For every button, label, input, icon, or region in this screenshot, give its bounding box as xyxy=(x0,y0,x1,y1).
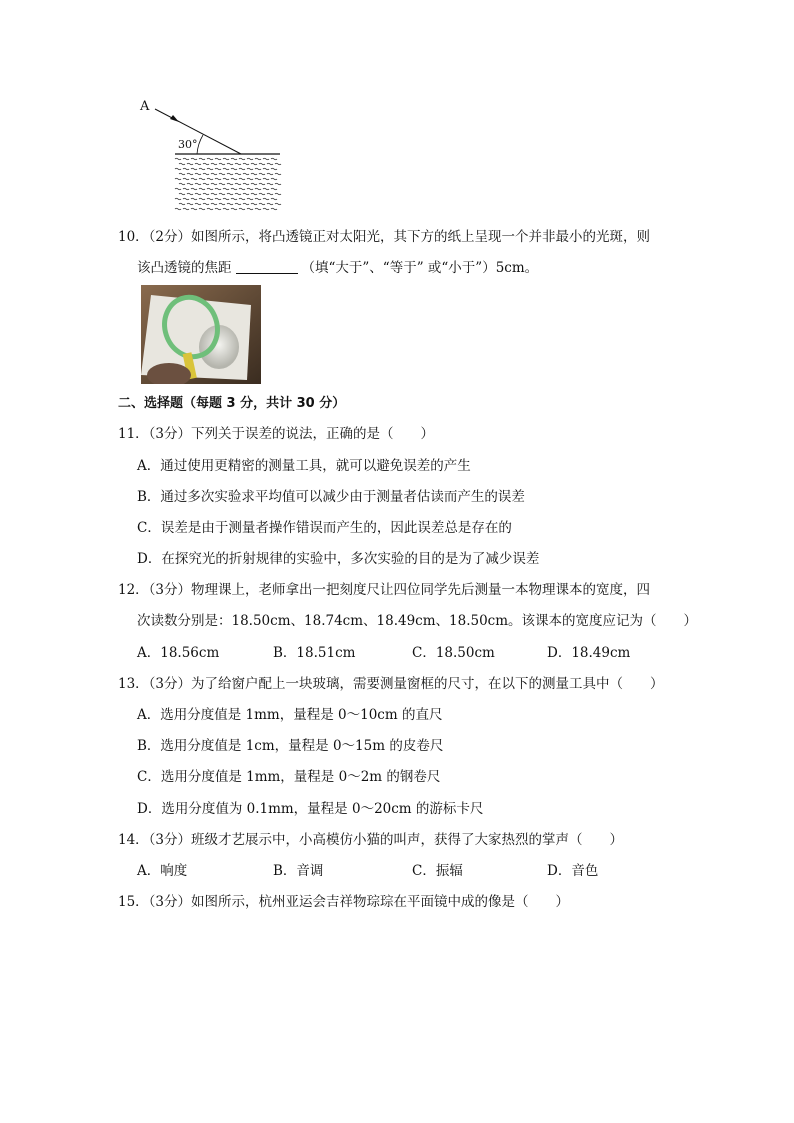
wave-dash xyxy=(175,198,181,200)
q13-option-a: A．选用分度值是 1mm，量程是 0～10cm 的直尺 xyxy=(137,707,443,723)
wave-dash xyxy=(243,163,249,165)
wave-dash xyxy=(255,188,261,190)
wave-dash xyxy=(223,198,229,200)
wave-dash xyxy=(211,173,217,175)
wave-dash xyxy=(255,198,261,200)
wave-dash xyxy=(255,208,261,210)
wave-dash xyxy=(275,173,281,175)
magnifier-photo xyxy=(141,285,261,384)
angle-label: 30° xyxy=(178,138,198,151)
q13-option-b: B．选用分度值是 1cm，量程是 0～15m 的皮卷尺 xyxy=(137,738,444,754)
wave-dash xyxy=(215,178,221,180)
wave-dash xyxy=(235,183,241,185)
wave-dash xyxy=(271,168,277,170)
wave-dash xyxy=(231,188,237,190)
wave-dash xyxy=(207,188,213,190)
wave-dash xyxy=(199,158,205,160)
wave-dash xyxy=(215,198,221,200)
wave-dash xyxy=(223,188,229,190)
wave-dash xyxy=(179,203,185,205)
wave-dash xyxy=(231,198,237,200)
wave-dash xyxy=(235,193,241,195)
wave-dash xyxy=(259,163,265,165)
wave-dash xyxy=(275,193,281,195)
wave-dash xyxy=(223,168,229,170)
wave-dash xyxy=(199,198,205,200)
wave-dash xyxy=(231,208,237,210)
q14-stem: 14．（3分）班级才艺展示中，小高模仿小猫的叫声，获得了大家热烈的掌声（ ） xyxy=(118,832,624,848)
wave-dash xyxy=(203,173,209,175)
wave-dash xyxy=(215,188,221,190)
wave-dash xyxy=(271,208,277,210)
wave-dash xyxy=(175,158,181,160)
wave-dash xyxy=(175,178,181,180)
wave-dash xyxy=(223,178,229,180)
wave-dash xyxy=(267,173,273,175)
wave-dash xyxy=(203,163,209,165)
wave-dash xyxy=(187,203,193,205)
wave-dash xyxy=(191,208,197,210)
q15-stem: 15．（3分）如图所示，杭州亚运会吉祥物琮琮在平面镜中成的像是（ ） xyxy=(118,894,570,910)
wave-dash xyxy=(275,163,281,165)
wave-dash xyxy=(271,198,277,200)
q13-option-d: D．选用分度值为 0.1mm，量程是 0～20cm 的游标卡尺 xyxy=(137,801,484,817)
wave-dash xyxy=(179,193,185,195)
wave-dash xyxy=(175,188,181,190)
wave-dash xyxy=(247,188,253,190)
wave-dash xyxy=(239,158,245,160)
wave-dash xyxy=(227,173,233,175)
wave-dash xyxy=(219,163,225,165)
wave-dash xyxy=(211,163,217,165)
water-waves xyxy=(175,158,281,210)
wave-dash xyxy=(231,168,237,170)
wave-dash xyxy=(199,188,205,190)
q11-stem: 11．（3分）下列关于误差的说法，正确的是（ ） xyxy=(118,426,435,442)
wave-dash xyxy=(179,173,185,175)
wave-dash xyxy=(255,158,261,160)
q12-stem-line1: 12．（3分）物理课上，老师拿出一把刻度尺让四位同学先后测量一本物理课本的宽度，四 xyxy=(118,582,651,598)
wave-dash xyxy=(243,193,249,195)
wave-dash xyxy=(227,163,233,165)
wave-dash xyxy=(247,178,253,180)
wave-dash xyxy=(263,208,269,210)
wave-dash xyxy=(235,203,241,205)
wave-dash xyxy=(199,178,205,180)
wave-dash xyxy=(219,193,225,195)
wave-dash xyxy=(275,203,281,205)
wave-dash xyxy=(247,168,253,170)
wave-dash xyxy=(179,183,185,185)
wave-dash xyxy=(219,183,225,185)
wave-dash xyxy=(195,193,201,195)
wave-dash xyxy=(211,183,217,185)
wave-dash xyxy=(271,188,277,190)
wave-dash xyxy=(243,183,249,185)
q11-option-c: C．误差是由于测量者操作错误而产生的，因此误差总是存在的 xyxy=(137,520,512,536)
wave-dash xyxy=(243,173,249,175)
wave-dash xyxy=(183,158,189,160)
q13-stem: 13．（3分）为了给窗户配上一块玻璃，需要测量窗框的尺寸，在以下的测量工具中（ ） xyxy=(118,676,664,692)
wave-dash xyxy=(251,163,257,165)
wave-dash xyxy=(199,208,205,210)
wave-dash xyxy=(259,193,265,195)
q12-option-c: C．18.50cm xyxy=(412,645,495,661)
wave-dash xyxy=(223,158,229,160)
q10-line2-post: （填“大于”、“等于” 或“小于”）5cm。 xyxy=(301,260,539,276)
wave-dash xyxy=(195,173,201,175)
wave-dash xyxy=(215,168,221,170)
ray-arrowhead xyxy=(170,115,179,122)
wave-dash xyxy=(223,208,229,210)
q10-stem-line1: 10．（2分）如图所示，将凸透镜正对太阳光，其下方的纸上呈现一个并非最小的光斑，则 xyxy=(118,229,651,245)
wave-dash xyxy=(251,173,257,175)
q10-answer-blank[interactable] xyxy=(236,259,298,274)
q14-option-d: D．音色 xyxy=(547,863,599,879)
q12-option-d: D．18.49cm xyxy=(547,645,631,661)
wave-dash xyxy=(271,158,277,160)
wave-dash xyxy=(239,208,245,210)
wave-dash xyxy=(183,208,189,210)
wave-dash xyxy=(227,183,233,185)
wave-dash xyxy=(263,198,269,200)
wave-dash xyxy=(191,198,197,200)
label-a: A xyxy=(140,99,150,114)
wave-dash xyxy=(211,193,217,195)
wave-dash xyxy=(231,158,237,160)
wave-dash xyxy=(199,168,205,170)
wave-dash xyxy=(195,183,201,185)
q14-option-c: C．振辐 xyxy=(412,863,463,879)
wave-dash xyxy=(255,178,261,180)
wave-dash xyxy=(191,168,197,170)
wave-dash xyxy=(235,173,241,175)
wave-dash xyxy=(183,178,189,180)
wave-dash xyxy=(263,158,269,160)
wave-dash xyxy=(219,173,225,175)
wave-dash xyxy=(255,168,261,170)
wave-dash xyxy=(183,198,189,200)
wave-dash xyxy=(259,173,265,175)
wave-dash xyxy=(179,163,185,165)
q11-option-b: B．通过多次实验求平均值可以减少由于测量者估读而产生的误差 xyxy=(137,489,525,505)
wave-dash xyxy=(203,193,209,195)
wave-dash xyxy=(247,198,253,200)
wave-dash xyxy=(259,203,265,205)
q13-option-c: C．选用分度值是 1mm，量程是 0～2m 的钢卷尺 xyxy=(137,769,441,785)
wave-dash xyxy=(251,203,257,205)
wave-dash xyxy=(183,168,189,170)
wave-dash xyxy=(227,203,233,205)
wave-dash xyxy=(251,183,257,185)
wave-dash xyxy=(175,208,181,210)
wave-dash xyxy=(187,173,193,175)
wave-dash xyxy=(183,188,189,190)
wave-dash xyxy=(231,178,237,180)
wave-dash xyxy=(207,168,213,170)
wave-dash xyxy=(215,158,221,160)
wave-dash xyxy=(271,178,277,180)
wave-dash xyxy=(275,183,281,185)
wave-dash xyxy=(215,208,221,210)
wave-dash xyxy=(227,193,233,195)
wave-dash xyxy=(235,163,241,165)
wave-dash xyxy=(219,203,225,205)
q12-option-a: A．18.56cm xyxy=(137,645,220,661)
wave-dash xyxy=(191,188,197,190)
q11-option-d: D．在探究光的折射规律的实验中，多次实验的目的是为了减少误差 xyxy=(137,551,540,567)
q11-option-a: A．通过使用更精密的测量工具，就可以避免误差的产生 xyxy=(137,458,471,474)
q10-line2-pre: 该凸透镜的焦距 xyxy=(137,260,232,276)
light-ray-water-diagram xyxy=(135,95,285,217)
wave-dash xyxy=(259,183,265,185)
wave-dash xyxy=(195,203,201,205)
wave-dash xyxy=(187,193,193,195)
wave-dash xyxy=(203,183,209,185)
wave-dash xyxy=(207,158,213,160)
wave-dash xyxy=(267,183,273,185)
wave-dash xyxy=(207,208,213,210)
wave-dash xyxy=(263,178,269,180)
wave-dash xyxy=(247,208,253,210)
wave-dash xyxy=(239,188,245,190)
wave-dash xyxy=(175,168,181,170)
section-two-title: 二、选择题（每题 3 分，共计 30 分） xyxy=(118,396,346,411)
q14-option-a: A．响度 xyxy=(137,863,188,879)
q12-option-b: B．18.51cm xyxy=(273,645,356,661)
wave-dash xyxy=(263,188,269,190)
wave-dash xyxy=(187,163,193,165)
wave-dash xyxy=(191,178,197,180)
wave-dash xyxy=(203,203,209,205)
wave-dash xyxy=(207,198,213,200)
q10-stem-line2 xyxy=(137,258,538,278)
wave-dash xyxy=(267,193,273,195)
wave-dash xyxy=(239,168,245,170)
wave-dash xyxy=(239,198,245,200)
wave-dash xyxy=(251,193,257,195)
wave-dash xyxy=(207,178,213,180)
wave-dash xyxy=(211,203,217,205)
wave-dash xyxy=(187,183,193,185)
wave-dash xyxy=(243,203,249,205)
angle-arc xyxy=(197,135,203,154)
q14-option-b: B．音调 xyxy=(273,863,324,879)
q12-stem-line2: 次读数分别是：18.50cm、18.74cm、18.49cm、18.50cm。该课本的宽度应记为（ ） xyxy=(137,613,698,629)
wave-dash xyxy=(263,168,269,170)
wave-dash xyxy=(267,203,273,205)
wave-dash xyxy=(247,158,253,160)
wave-dash xyxy=(239,178,245,180)
wave-dash xyxy=(195,163,201,165)
wave-dash xyxy=(267,163,273,165)
wave-dash xyxy=(191,158,197,160)
